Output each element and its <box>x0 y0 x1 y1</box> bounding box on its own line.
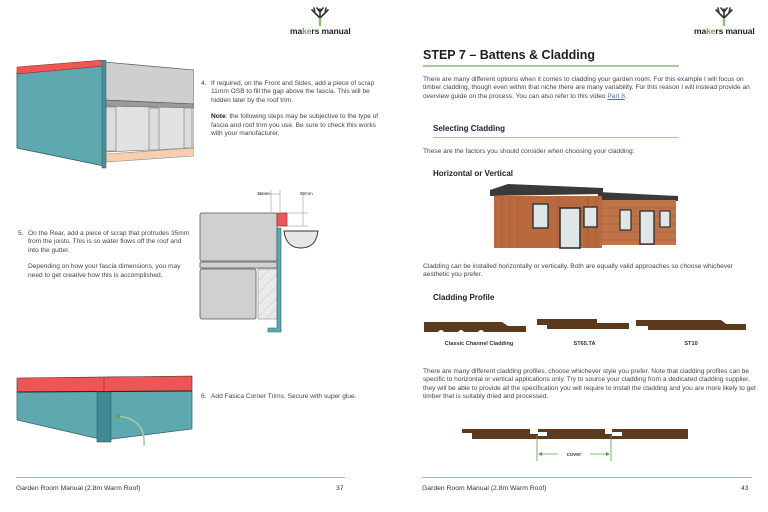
title-underline <box>423 65 679 67</box>
section-underline <box>433 137 679 138</box>
step-7-title: STEP 7 – Battens & Cladding <box>423 48 596 62</box>
step-5-number: 5. <box>18 230 24 237</box>
step-4-block <box>201 80 381 138</box>
step-4-note: Note: the following steps may be subjective to the type of fascia and roof trim you use. Be sure to check this works with your manufacturer. <box>211 113 379 138</box>
dimension-50mm: 50mm <box>300 191 313 196</box>
step-6-text: Add Fasica Corner Trims. Secure with super glue. <box>211 393 357 400</box>
fascia-front-diagram <box>14 60 194 170</box>
makers-manual-logo <box>694 6 755 36</box>
garden-room-illustration <box>488 184 678 250</box>
selecting-cladding-heading: Selecting Cladding <box>433 124 506 133</box>
step-5-text: On the Rear, add a piece of scrap that protrudes 35mm from the joists. This is so water flows off the roof and into the gutter. <box>28 230 190 254</box>
logo-wordmark: makers manual <box>290 26 351 36</box>
footer-divider <box>422 477 752 478</box>
st10-profile <box>636 318 746 332</box>
step-5-block <box>18 230 190 280</box>
logo-wordmark: makers manual <box>694 26 755 36</box>
cladding-profile-heading: Cladding Profile <box>433 293 495 302</box>
step-4-number: 4. <box>201 80 207 87</box>
footer-title: Garden Room Manual (2.8m Warm Roof) <box>422 485 547 492</box>
step-5-text-2: Depending on how your fascia dimensions, you may need to get creative how this is accomplished. <box>28 263 181 279</box>
classic-channel-profile <box>424 318 534 332</box>
step-6-block <box>201 393 381 401</box>
rear-fascia-section-diagram <box>198 186 338 336</box>
horizontal-vertical-heading: Horizontal or Vertical <box>433 169 514 178</box>
makers-manual-logo <box>290 6 351 36</box>
step-4-text: If required, on the Front and Sides, add a piece of scrap 11mm OSB to fill the gap above the fascia. This will be hidden later by the roof trim. <box>211 80 375 104</box>
profile-label-st65-ta: ST65.TA <box>573 341 596 347</box>
page-number: 37 <box>336 485 344 492</box>
intro-paragraph: There are many different options when it comes to cladding your garden room. For this example I will focus on timber cladding, though even within that niche there are many variability. For this reason I will instead provide an overview guide on the process. You can also refer to this video Part 8. <box>423 76 750 100</box>
orientation-text: Cladding can be installed horizontally or vertically. Both are equally valid approaches so choose whichever aesthetic you prefer. <box>423 263 733 279</box>
factors-text: These are the factors you should consider when choosing your cladding: <box>423 148 635 155</box>
corner-trim-diagram <box>14 374 194 454</box>
step-6-number: 6. <box>201 393 207 400</box>
part-8-video-link[interactable]: Part 8 <box>607 92 625 100</box>
tree-logo-icon <box>713 6 735 26</box>
profile-label-classic-channel: Classic Channel Cladding <box>444 341 514 347</box>
dimension-35mm: 35mm <box>257 191 270 196</box>
profile-paragraph: There are many different cladding profiles, choose whichever style you prefer. Note that cladding profiles can be specific to horizontal or vertical applications only. Try to source your cladding from a dedicated cladding supplier, they will be able to provide all the specification you will require to install the cladding and you are more likely to get timber that is suitably dried and processed. <box>423 368 756 401</box>
page-number: 43 <box>741 485 749 492</box>
right-page <box>396 0 768 512</box>
st65-ta-profile <box>537 317 632 331</box>
footer-title: Garden Room Manual (2.8m Warm Roof) <box>16 485 141 492</box>
tree-logo-icon <box>309 6 331 26</box>
cover-label: cover <box>566 452 582 458</box>
footer-divider <box>16 477 345 478</box>
cladding-cover-diagram <box>462 427 688 462</box>
profile-label-st10: ST10 <box>684 341 698 347</box>
